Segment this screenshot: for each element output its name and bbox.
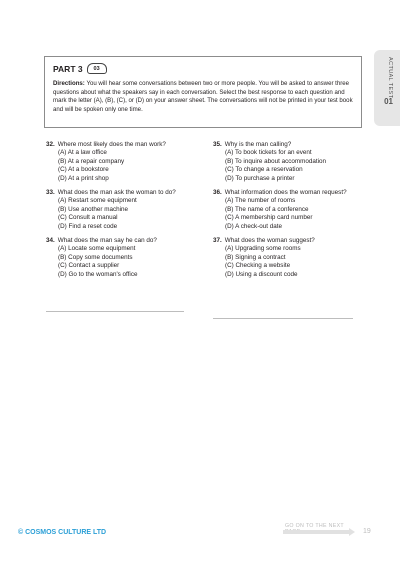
directions-body: You will hear some conversations between two or more people. You will be asked to answer three questions about what the speakers say in each conversation. Select the best response to each question and mark the letter (A), (B), (C), or (D) on your answer sheet. The conversations will not be printed in your test book and will be spoken only one time. bbox=[53, 80, 353, 113]
answer-option[interactable]: (B) Signing a contract bbox=[225, 253, 286, 261]
answer-option[interactable]: (D) Go to the woman's office bbox=[58, 270, 138, 278]
question-32 bbox=[46, 141, 196, 183]
answer-option[interactable]: (B) The name of a conference bbox=[225, 205, 309, 213]
answer-option[interactable]: (C) To change a reservation bbox=[225, 166, 303, 174]
arrow-right-icon bbox=[349, 528, 355, 536]
question-number: 32. bbox=[46, 141, 55, 148]
question-text: What information does the woman request? bbox=[224, 189, 347, 197]
answer-option[interactable]: (C) Contact a supplier bbox=[58, 262, 120, 270]
question-34 bbox=[46, 237, 196, 279]
next-page-bar bbox=[283, 530, 351, 534]
answer-option[interactable]: (B) At a repair company bbox=[58, 157, 125, 165]
directions-box bbox=[44, 56, 362, 128]
answer-option[interactable]: (D) A check-out date bbox=[225, 222, 283, 230]
left-column-divider bbox=[46, 311, 184, 312]
answer-option[interactable]: (A) The number of rooms bbox=[225, 197, 296, 205]
question-text: Why is the man calling? bbox=[224, 141, 292, 148]
next-page-indicator[interactable] bbox=[283, 523, 357, 536]
section-tab-number: 01 bbox=[384, 97, 393, 106]
answer-option[interactable]: (A) Locate some equipment bbox=[58, 245, 136, 253]
answer-option[interactable]: (A) To book tickets for an event bbox=[225, 149, 312, 157]
answer-option[interactable]: (D) Find a reset code bbox=[58, 222, 118, 230]
part-title: PART 3 bbox=[53, 63, 83, 74]
question-37 bbox=[213, 237, 363, 279]
answer-option[interactable]: (A) Restart some equipment bbox=[58, 197, 137, 205]
question-number: 35. bbox=[213, 141, 222, 148]
question-text: Where most likely does the man work? bbox=[57, 141, 166, 148]
answer-option[interactable]: (B) To inquire about accommodation bbox=[225, 157, 327, 165]
question-number: 34. bbox=[46, 237, 55, 245]
section-side-tab bbox=[374, 50, 400, 126]
answer-option[interactable]: (A) At a law office bbox=[58, 149, 107, 157]
part-header bbox=[53, 63, 353, 74]
right-column-divider bbox=[213, 318, 353, 319]
answer-option[interactable]: (D) To purchase a printer bbox=[225, 174, 295, 182]
answer-option[interactable]: (D) At a print shop bbox=[58, 174, 109, 182]
answer-option[interactable]: (C) At a bookstore bbox=[58, 166, 109, 174]
question-text: What does the man say he can do? bbox=[57, 237, 157, 245]
question-text: What does the man ask the woman to do? bbox=[57, 189, 176, 197]
questions-left-column bbox=[46, 141, 196, 285]
answer-option[interactable]: (B) Copy some documents bbox=[58, 253, 133, 261]
question-number: 37. bbox=[213, 237, 222, 245]
headphones-audio-icon[interactable] bbox=[87, 63, 107, 74]
answer-option[interactable]: (C) A membership card number bbox=[225, 214, 313, 222]
audio-track-number: 03 bbox=[93, 65, 100, 72]
answer-option[interactable]: (B) Use another machine bbox=[58, 205, 128, 213]
question-number: 33. bbox=[46, 189, 55, 197]
answer-option[interactable]: (A) Upgrading some rooms bbox=[225, 245, 301, 253]
next-page-label: GO ON TO THE NEXT bbox=[285, 523, 344, 529]
answer-option[interactable]: (C) Consult a manual bbox=[58, 214, 118, 222]
question-number: 36. bbox=[213, 189, 222, 197]
question-text: What does the woman suggest? bbox=[224, 237, 315, 245]
publisher-brand: © COSMOS CULTURE LTD bbox=[18, 529, 107, 536]
question-33 bbox=[46, 189, 196, 231]
directions-label: Directions: bbox=[53, 80, 85, 87]
question-35 bbox=[213, 141, 363, 183]
answer-option[interactable]: (D) Using a discount code bbox=[225, 270, 298, 278]
page-number: 19 bbox=[363, 528, 371, 535]
directions-text bbox=[53, 80, 353, 114]
section-tab-label: ACTUAL TEST bbox=[387, 57, 393, 99]
answer-option[interactable]: (C) Checking a website bbox=[225, 262, 291, 270]
questions-right-column bbox=[213, 141, 363, 285]
question-36 bbox=[213, 189, 363, 231]
